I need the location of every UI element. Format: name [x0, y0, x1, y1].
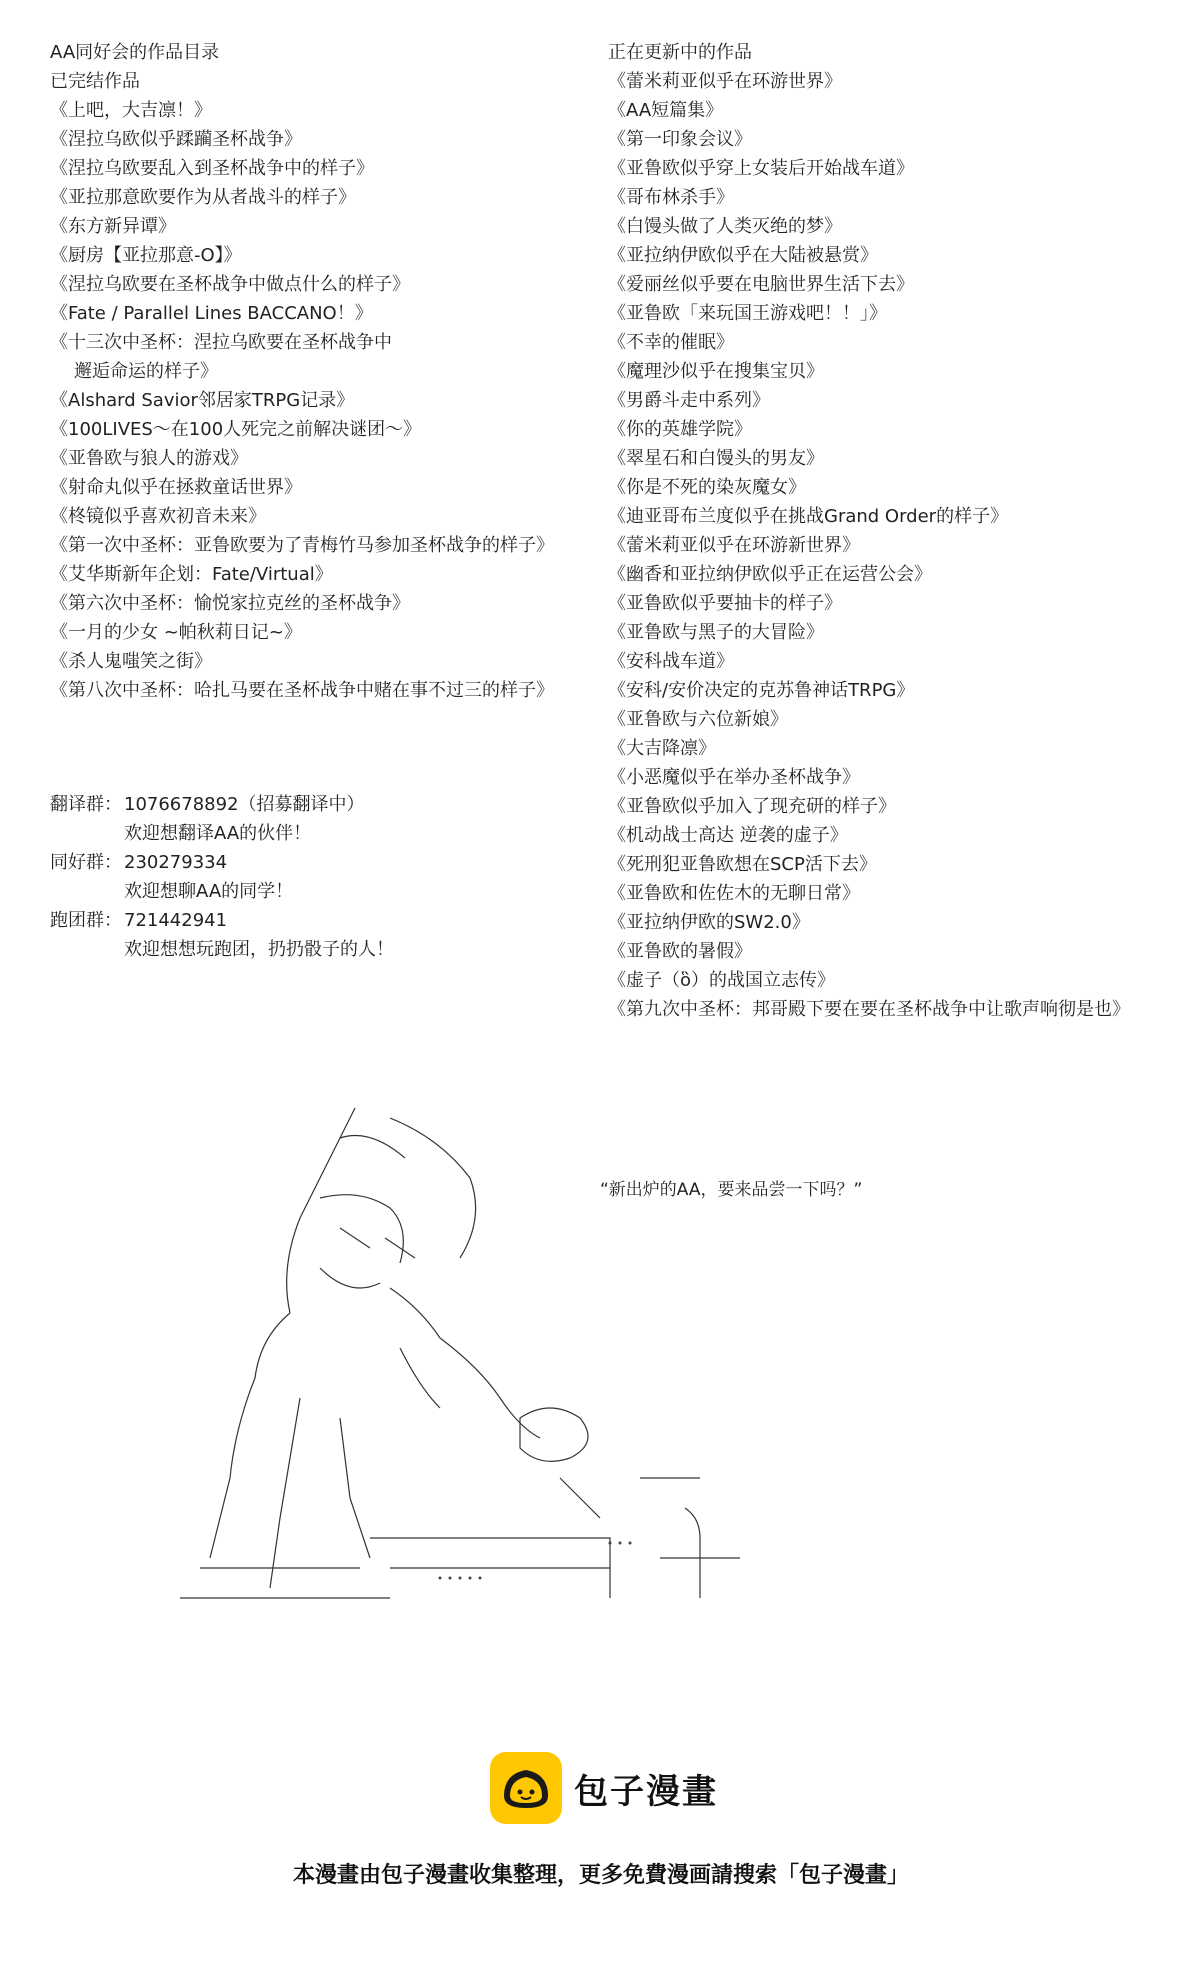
- work-title: 《涅拉乌欧要乱入到圣杯战争中的样子》: [50, 158, 374, 179]
- work-title: 《第九次中圣杯：邦哥殿下要在要在圣杯战争中让歌声响彻是也》: [608, 999, 1130, 1020]
- work-title: 《亚鲁欧与六位新娘》: [608, 709, 788, 730]
- work-title: 《杀人鬼嗤笑之街》: [50, 651, 212, 672]
- work-title: 《第八次中圣杯：哈扎马要在圣杯战争中赌在事不过三的样子》: [50, 680, 554, 701]
- work-title: 《翠星石和白馒头的男友》: [608, 448, 824, 469]
- completed-works-column: [50, 38, 610, 705]
- work-title: 《上吧，大吉凛！》: [50, 100, 212, 121]
- work-title: 《射命丸似乎在拯救童话世界》: [50, 477, 302, 498]
- work-title: 《涅拉乌欧似乎蹂躏圣杯战争》: [50, 129, 302, 150]
- ongoing-works-column: [608, 38, 1188, 1024]
- work-title: 《虚子（ὃ）的战国立志传》: [608, 970, 836, 991]
- logo-text: 包子漫畫: [574, 1771, 718, 1812]
- work-title: 《机动战士高达 逆袭的虚子》: [608, 825, 848, 846]
- work-title: 《艾华斯新年企划：Fate/Virtual》: [50, 564, 333, 585]
- work-title: 《迪亚哥布兰度似乎在挑战Grand Order的样子》: [608, 506, 1009, 527]
- work-title: 《魔理沙似乎在搜集宝贝》: [608, 361, 824, 382]
- work-title: 《亚拉纳伊欧的SW2.0》: [608, 912, 810, 933]
- work-title: 《第一印象会议》: [608, 129, 752, 150]
- work-title: 《哥布林杀手》: [608, 187, 734, 208]
- work-title: 《柊镜似乎喜欢初音未来》: [50, 506, 266, 527]
- work-title: 《厨房【亚拉那意-O】》: [50, 245, 242, 266]
- work-title: 《第六次中圣杯：愉悦家拉克丝的圣杯战争》: [50, 593, 410, 614]
- completed-heading: 已完结作品: [50, 71, 140, 92]
- work-title: 《Fate / Parallel Lines BACCANO！》: [50, 303, 373, 324]
- work-title: 《涅拉乌欧要在圣杯战争中做点什么的样子》: [50, 274, 410, 295]
- work-title: 《亚鲁欧似乎要抽卡的样子》: [608, 593, 842, 614]
- work-title: 《安科战车道》: [608, 651, 734, 672]
- work-title: 《男爵斗走中系列》: [608, 390, 770, 411]
- group-label: 跑团群：: [50, 910, 122, 931]
- work-title: 《小恶魔似乎在举办圣杯战争》: [608, 767, 860, 788]
- work-title: 《不幸的催眠》: [608, 332, 734, 353]
- group-number: 230279334: [124, 852, 228, 873]
- work-title: 《大吉降凛》: [608, 738, 716, 759]
- translation-group: [50, 790, 394, 819]
- work-title: 《白馒头做了人类灭绝的梦》: [608, 216, 842, 237]
- speech-line: “新出炉的AA，要来品尝一下吗？”: [600, 1180, 863, 1200]
- work-title: 《亚鲁欧「来玩国王游戏吧！！」》: [608, 303, 887, 324]
- work-title: 《亚拉那意欧要作为从者战斗的样子》: [50, 187, 356, 208]
- work-title: 《亚鲁欧和佐佐木的无聊日常》: [608, 883, 860, 904]
- work-title: 《第一次中圣杯：亚鲁欧要为了青梅竹马参加圣杯战争的样子》: [50, 535, 554, 556]
- group-label: 同好群：: [50, 852, 122, 873]
- work-title: 《爱丽丝似乎要在电脑世界生活下去》: [608, 274, 914, 295]
- bun-icon: [490, 1752, 562, 1824]
- group-note: 欢迎想聊AA的同学！: [124, 881, 294, 902]
- group-note: 欢迎想翻译AA的伙伴！: [124, 823, 312, 844]
- work-title: 《安科/安价决定的克苏鲁神话TRPG》: [608, 680, 915, 701]
- work-title-continuation: 邂逅命运的样子》: [74, 361, 218, 382]
- group-note: 欢迎想想玩跑团，扔扔骰子的人！: [124, 939, 394, 960]
- work-title: 《亚拉纳伊欧似乎在大陆被悬赏》: [608, 245, 878, 266]
- work-title: 《幽香和亚拉纳伊欧似乎正在运营公会》: [608, 564, 932, 585]
- ongoing-heading: 正在更新中的作品: [608, 42, 752, 63]
- work-title: 《亚鲁欧与黑子的大冒险》: [608, 622, 824, 643]
- work-title: 《亚鲁欧的暑假》: [608, 941, 752, 962]
- work-title: 《你是不死的染灰魔女》: [608, 477, 806, 498]
- work-title: 《蕾米莉亚似乎在环游世界》: [608, 71, 842, 92]
- work-title: 《你的英雄学院》: [608, 419, 752, 440]
- work-title: 《Alshard Savior邻居家TRPG记录》: [50, 390, 355, 411]
- work-title: 《十三次中圣杯：涅拉乌欧要在圣杯战争中: [50, 332, 392, 353]
- work-title: 《100LIVES～在100人死完之前解决谜团～》: [50, 419, 422, 440]
- group-label: 翻译群：: [50, 794, 122, 815]
- work-title: 《东方新异谭》: [50, 216, 176, 237]
- group-contacts: [50, 790, 394, 964]
- work-title: 《蕾米莉亚似乎在环游新世界》: [608, 535, 860, 556]
- baozi-logo: [490, 1752, 718, 1824]
- trpg-group: [50, 906, 394, 935]
- work-title: 《死刑犯亚鲁欧想在SCP活下去》: [608, 854, 877, 875]
- fan-group: [50, 848, 394, 877]
- catalog-heading: AA同好会的作品目录: [50, 42, 220, 63]
- footer-notice: 本漫畫由包子漫畫收集整理，更多免費漫画請搜索「包子漫畫」: [292, 1863, 909, 1888]
- work-title: 《亚鲁欧似乎穿上女装后开始战车道》: [608, 158, 914, 179]
- work-title: 《亚鲁欧似乎加入了现充研的样子》: [608, 796, 896, 817]
- work-title: 《AA短篇集》: [608, 100, 724, 121]
- group-number: 1076678892（招募翻译中）: [124, 794, 365, 815]
- work-title: 《一月的少女 ~帕秋莉日记~》: [50, 622, 302, 643]
- work-title: 《亚鲁欧与狼人的游戏》: [50, 448, 248, 469]
- group-number: 721442941: [124, 910, 228, 931]
